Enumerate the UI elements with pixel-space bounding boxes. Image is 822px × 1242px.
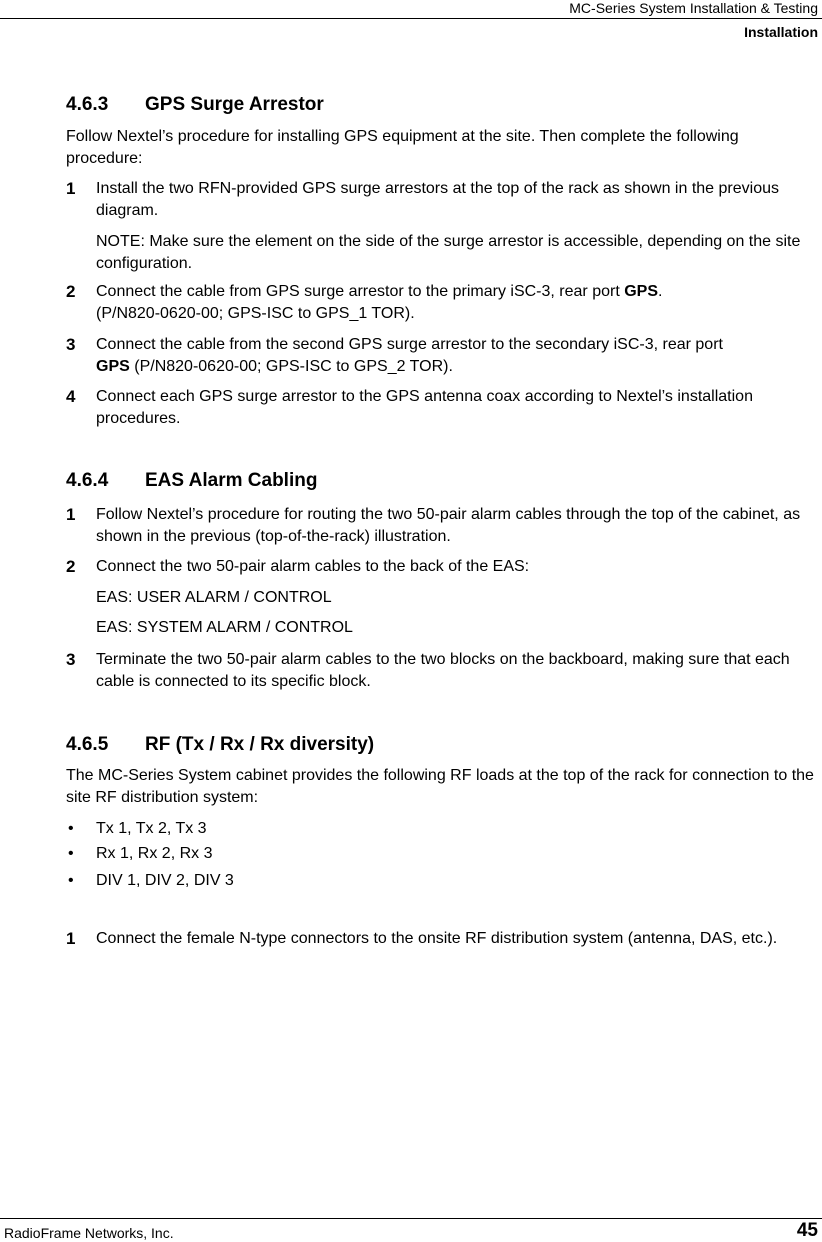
bullet-item: Tx 1, Tx 2, Tx 3 [96, 820, 207, 837]
bullet-item: Rx 1, Rx 2, Rx 3 [96, 845, 213, 862]
step-text: Connect the female N-type connectors to the onsite RF distribution system (antenna, DAS, etc.). [96, 930, 778, 947]
intro-paragraph: The MC-Series System cabinet provides the following RF loads at the top of the rack for connection to the site RF distribution system: [66, 767, 814, 806]
part-number-line: (P/N820-0620-00; GPS-ISC to GPS_1 TOR). [96, 305, 415, 322]
step-text: Connect the two 50-pair alarm cables to the back of the EAS: [96, 558, 530, 575]
running-header-title: MC-Series System Installation & Testing [569, 0, 818, 16]
step-number: 3 [66, 335, 76, 354]
eas-line: EAS: SYSTEM ALARM / CONTROL [96, 619, 353, 636]
eas-line: EAS: USER ALARM / CONTROL [96, 589, 332, 606]
section-title: EAS Alarm Cabling [145, 470, 318, 491]
step-number: 1 [66, 929, 76, 948]
step-text: Terminate the two 50-pair alarm cables to the two blocks on the backboard, making sure that each cable is connected to its specific block. [96, 651, 790, 690]
bullet-icon: • [68, 845, 74, 862]
step-text: Connect each GPS surge arrestor to the GPS antenna coax according to Nextel’s installation procedures. [96, 388, 753, 427]
step-number: 2 [66, 282, 76, 301]
note-text: NOTE: Make sure the element on the side of the surge arrestor is accessible, depending on the site configuration. [96, 233, 801, 272]
step-text-part: Connect the cable from GPS surge arrestor to the primary iSC-3, rear port [96, 283, 625, 300]
running-header-section: Installation [744, 24, 818, 40]
step-text: Follow Nextel’s procedure for routing the two 50-pair alarm cables through the top of the cabinet, as shown in the previous (top-of-the-rack) illustration. [96, 506, 801, 545]
step-number: 3 [66, 650, 76, 669]
port-name: GPS [624, 283, 659, 300]
page-number: 45 [796, 1220, 818, 1241]
section-number: 4.6.4 [66, 470, 109, 491]
section-number: 4.6.5 [66, 734, 109, 755]
step-text-part: . [658, 283, 663, 300]
step-number: 2 [66, 557, 76, 576]
header-rule [0, 18, 822, 19]
heading-4-6-3 [66, 94, 324, 116]
section-title: RF (Tx / Rx / Rx diversity) [145, 734, 375, 755]
section-title: GPS Surge Arrestor [145, 94, 324, 115]
port-name: GPS [96, 358, 130, 375]
step-number: 1 [66, 179, 76, 198]
bullet-item: DIV 1, DIV 2, DIV 3 [96, 872, 234, 889]
intro-paragraph: Follow Nextel’s procedure for installing GPS equipment at the site. Then complete the following procedure: [66, 128, 739, 167]
step-text [96, 334, 818, 378]
footer-rule [0, 1218, 822, 1219]
bullet-icon: • [68, 820, 74, 837]
section-number: 4.6.3 [66, 94, 109, 115]
footer-company: RadioFrame Networks, Inc. [4, 1225, 174, 1241]
heading-4-6-5 [66, 734, 374, 756]
step-text-part: Connect the cable from the second GPS surge arrestor to the secondary iSC-3, rear port [96, 336, 723, 353]
step-text [96, 281, 818, 325]
bullet-icon: • [68, 872, 74, 889]
step-text-part: (P/N820-0620-00; GPS-ISC to GPS_2 TOR). [129, 358, 453, 375]
step-number: 1 [66, 505, 76, 524]
heading-4-6-4 [66, 470, 317, 492]
step-text: Install the two RFN-provided GPS surge arrestors at the top of the rack as shown in the previous diagram. [96, 180, 779, 219]
step-number: 4 [66, 387, 76, 406]
